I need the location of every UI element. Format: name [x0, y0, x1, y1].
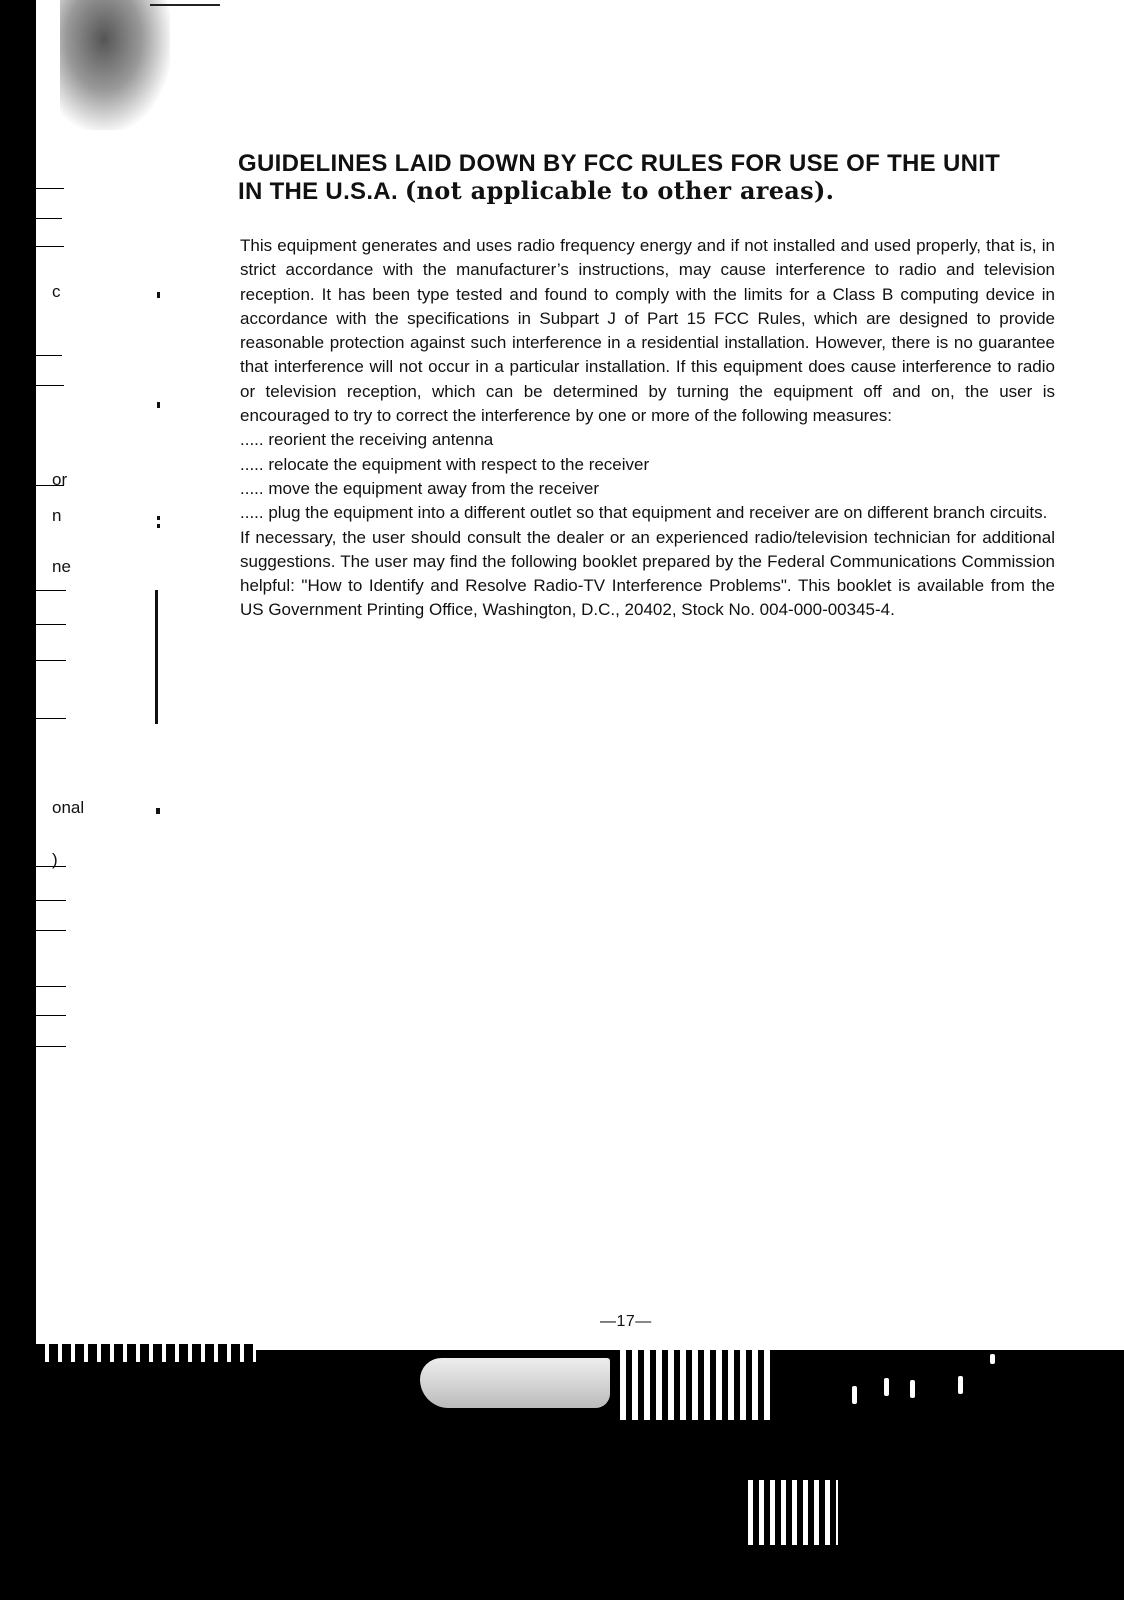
title-line-2: IN THE U.S.A.: [238, 178, 405, 205]
page-title: [238, 150, 1068, 205]
title-line-2-qualifier: (not applicable to other areas).: [404, 176, 835, 205]
title-line-1: GUIDELINES LAID DOWN BY FCC RULES FOR USE OF THE UNIT: [238, 150, 1001, 177]
edge-tab: [36, 1046, 66, 1047]
margin-dot: [157, 292, 160, 298]
margin-fragment: onal: [52, 798, 85, 817]
edge-tab: [36, 986, 66, 987]
binding-tick: [910, 1380, 915, 1398]
margin-fragment: c: [52, 282, 61, 301]
margin-dot: [157, 524, 160, 528]
margin-fragment: or: [52, 470, 68, 489]
scan-smudge: [420, 1358, 610, 1408]
measure-item: ..... reorient the receiving antenna: [240, 430, 494, 450]
edge-tab: [36, 718, 66, 719]
margin-dot: [157, 516, 160, 520]
edge-tab: [36, 590, 66, 591]
binding-comb: [620, 1350, 770, 1420]
binding-comb: [748, 1480, 838, 1545]
binding-tick: [990, 1354, 995, 1364]
edge-tab: [36, 660, 66, 661]
edge-tab: [36, 385, 64, 386]
scan-edge-top: [150, 4, 220, 6]
edge-tab: [36, 218, 62, 219]
margin-fragment: ): [52, 850, 58, 869]
body-text: [240, 234, 1055, 623]
edge-tab: [36, 866, 66, 867]
margin-bar: [155, 590, 158, 724]
edge-tab: [36, 900, 66, 901]
margin-dot: [157, 402, 160, 408]
measure-item: ..... relocate the equipment with respect to the receiver: [240, 454, 650, 474]
edge-tab: [36, 1015, 66, 1016]
binding-edge: [36, 1344, 256, 1362]
edge-tab: [36, 246, 64, 247]
paragraph: If necessary, the user should consult the dealer or an experienced radio/television technician for additional suggestions. The user may find the following booklet prepared by the Federal Communications Commission helpful: "How to Identify and Resolve Radio-TV Interference Problems". This booklet is available from the US Government Printing Office, Washington, D.C., 20402, Stock No. 004-000-00345-4.: [240, 527, 1055, 620]
margin-fragment: n: [52, 506, 62, 525]
page-number: —17—: [600, 1313, 652, 1330]
measure-item: ..... move the equipment away from the receiver: [240, 478, 600, 498]
paragraph: This equipment generates and uses radio frequency energy and if not installed and used properly, that is, in strict accordance with the manufacturer’s instructions, may cause interference to radio and television reception. It has been type tested and found to comply with the limits for a Class B computing device in accordance with the specifications in Subpart J of Part 15 FCC Rules, which are designed to provide reasonable protection against such interference in a residential installation. However, there is no guarantee that interference will not occur in a particular installation. If this equipment does cause interference to radio or television reception, which can be determined by turning the equipment off and on, the user is encouraged to try to correct the interference by one or more of the following measures:: [240, 236, 1055, 426]
binding-tick: [884, 1378, 889, 1396]
binding-tick: [852, 1386, 857, 1404]
margin-dot: [156, 808, 160, 814]
edge-tab: [36, 930, 66, 931]
edge-tab: [36, 355, 62, 356]
measure-item: ..... plug the equipment into a different outlet so that equipment and receiver are on different branch circuits.: [240, 503, 1048, 523]
edge-tab: [36, 188, 64, 189]
margin-fragment: ne: [52, 557, 71, 576]
edge-tab: [36, 624, 66, 625]
scan-smudge: [60, 0, 170, 130]
scan-edge-bottom: [0, 1350, 1124, 1600]
binding-tick: [958, 1376, 963, 1394]
